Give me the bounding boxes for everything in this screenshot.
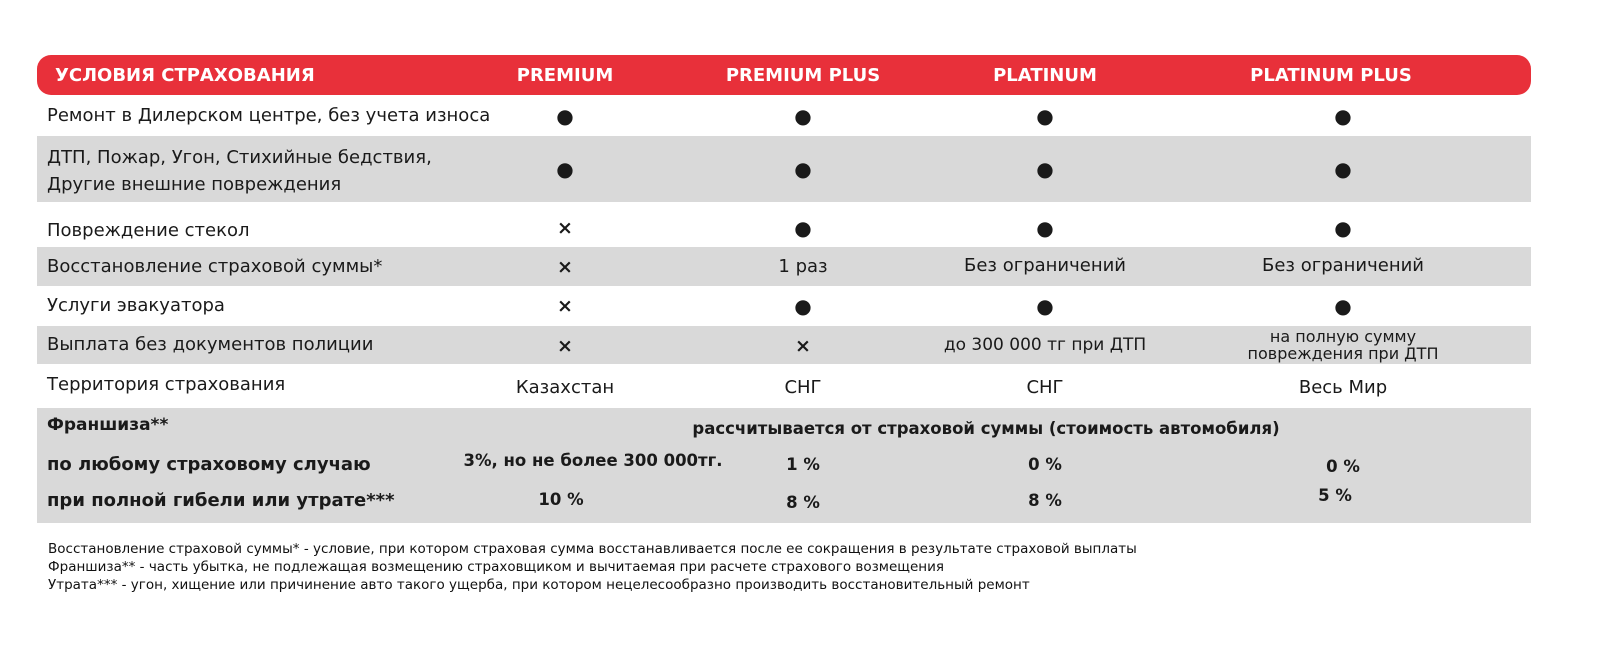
header-plan-premium-plus: PREMIUM PLUS xyxy=(725,65,881,86)
included-dot-icon: ● xyxy=(794,104,812,128)
cell-value: СНГ xyxy=(784,377,822,398)
row-label: Территория страхования xyxy=(47,374,286,395)
franchise-total-loss-premium-plus: 8 % xyxy=(786,493,820,512)
table-row xyxy=(37,247,1531,286)
franchise-total-loss-label: при полной гибели или утрате*** xyxy=(47,490,395,511)
excluded-cross-icon: × xyxy=(557,256,573,278)
franchise-note: рассчитывается от страховой суммы (стоимость автомобиля) xyxy=(692,419,1280,438)
insurance-comparison-table xyxy=(37,55,1531,523)
header-plan-premium: PREMIUM xyxy=(516,65,614,86)
included-dot-icon: ● xyxy=(1036,104,1054,128)
franchise-total-loss-premium: 10 % xyxy=(538,490,584,509)
table-row xyxy=(37,95,1531,136)
included-dot-icon: ● xyxy=(1334,104,1352,128)
franchise-block xyxy=(37,408,1531,523)
excluded-cross-icon: × xyxy=(557,295,573,317)
franchise-any-case-platinum: 0 % xyxy=(1028,455,1062,474)
franchise-total-loss-platinum-plus: 5 % xyxy=(1318,486,1352,505)
cell-value: Без ограничений xyxy=(964,255,1126,276)
included-dot-icon: ● xyxy=(1036,294,1054,318)
table-row xyxy=(37,286,1531,326)
included-dot-icon: ● xyxy=(1334,216,1352,240)
row-label: Ремонт в Дилерском центре, без учета износа xyxy=(47,105,491,126)
excluded-cross-icon: × xyxy=(795,335,811,357)
included-dot-icon: ● xyxy=(794,157,812,181)
included-dot-icon: ● xyxy=(794,294,812,318)
cell-value: Весь Мир xyxy=(1298,377,1388,398)
franchise-total-loss-platinum: 8 % xyxy=(1028,491,1062,510)
included-dot-icon: ● xyxy=(1036,157,1054,181)
row-label-line1: ДТП, Пожар, Угон, Стихийные бедствия, xyxy=(47,147,432,168)
included-dot-icon: ● xyxy=(794,216,812,240)
table-row xyxy=(37,136,1531,202)
franchise-any-case-platinum-plus: 0 % xyxy=(1326,457,1360,476)
cell-value: Казахстан xyxy=(515,377,615,398)
cell-value-line1: на полную сумму xyxy=(1269,327,1417,346)
table-row xyxy=(37,326,1531,364)
included-dot-icon: ● xyxy=(556,157,574,181)
header-plan-platinum: PLATINUM xyxy=(993,65,1097,86)
cell-value: Без ограничений xyxy=(1262,255,1424,276)
cell-value-line2: повреждения при ДТП xyxy=(1247,344,1439,363)
table-row xyxy=(37,202,1531,247)
included-dot-icon: ● xyxy=(556,104,574,128)
row-label-line2: Другие внешние повреждения xyxy=(47,174,342,195)
footnote-loss: Утрата*** - угон, хищение или причинение авто такого ущерба, при котором нецелесообразно производить восстановительный ремонт xyxy=(48,577,1030,593)
row-label: Повреждение стекол xyxy=(47,220,250,241)
row-label: Выплата без документов полиции xyxy=(47,334,374,355)
row-label: Восстановление страховой суммы* xyxy=(47,256,383,277)
franchise-any-case-premium-plus: 1 % xyxy=(786,455,820,474)
included-dot-icon: ● xyxy=(1334,157,1352,181)
footnote-franchise: Франшиза** - часть убытка, не подлежащая возмещению страховщиком и вычитаемая при расчете страхового возмещения xyxy=(48,559,945,575)
included-dot-icon: ● xyxy=(1334,294,1352,318)
included-dot-icon: ● xyxy=(1036,216,1054,240)
footnotes xyxy=(48,540,1137,594)
header-conditions: УСЛОВИЯ СТРАХОВАНИЯ xyxy=(55,65,315,86)
excluded-cross-icon: × xyxy=(557,335,573,357)
franchise-any-case-premium: 3%, но не более 300 000тг. xyxy=(463,451,723,470)
row-label: Услуги эвакуатора xyxy=(47,295,225,316)
cell-value: СНГ xyxy=(1026,377,1064,398)
cell-value: до 300 000 тг при ДТП xyxy=(943,335,1147,355)
franchise-any-case-label: по любому страховому случаю xyxy=(47,454,371,475)
header-plan-platinum-plus: PLATINUM PLUS xyxy=(1250,65,1412,86)
table-header xyxy=(37,55,1531,95)
franchise-title: Франшиза** xyxy=(47,415,169,435)
table-row xyxy=(37,364,1531,408)
footnote-restoration: Восстановление страховой суммы* - условие, при котором страховая сумма восстанавливается после ее сокращения в результате страховой выплаты xyxy=(48,541,1137,557)
excluded-cross-icon: × xyxy=(557,217,573,239)
cell-value: 1 раз xyxy=(778,256,828,277)
